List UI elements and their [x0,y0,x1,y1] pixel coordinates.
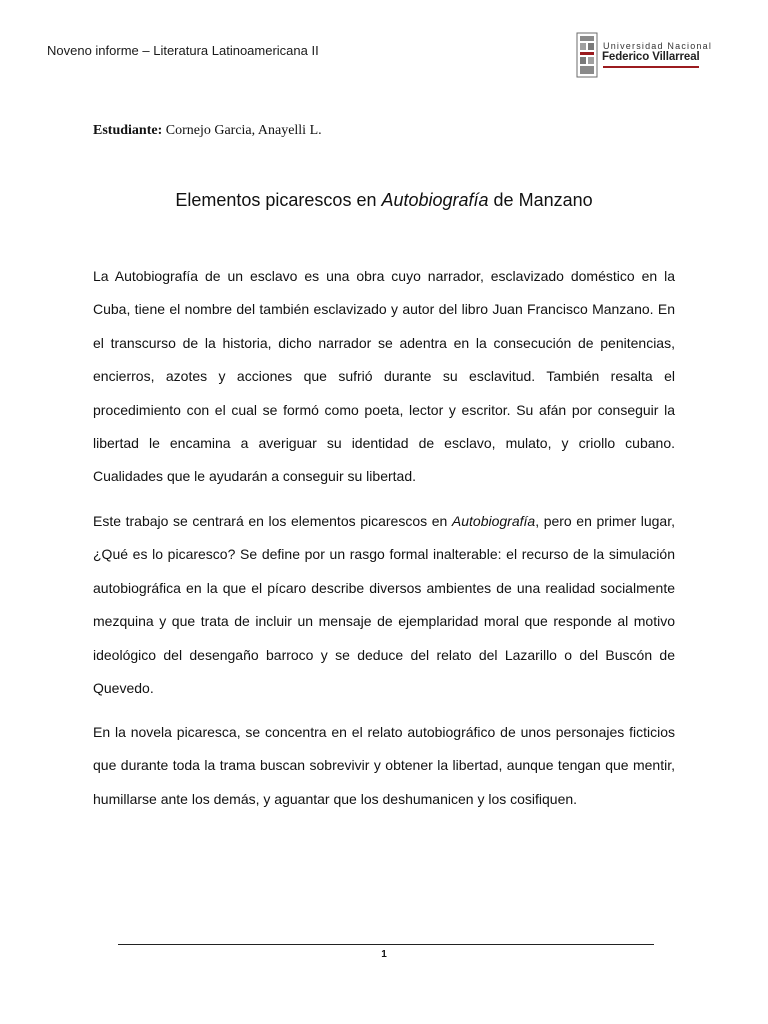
footer-rule [118,944,654,945]
title-text-before: Elementos picarescos en [175,190,382,210]
paragraph-2 [93,505,675,705]
paragraph-2-after: , pero en primer lugar, ¿Qué es lo picaresco? Se define por un rasgo formal inalterable: el recurso de la simulación autobiográfica en la que el pícaro describe diversos ambientes de una realidad socialmente mezquina y que trata de incluir un mensaje de ejemplaridad moral que responde al motivo ideológico del desengaño barroco y se deduce del relato del Lazarillo o del Buscón de Quevedo. [93,513,675,697]
student-line [93,123,322,139]
university-crest-icon [576,32,598,78]
student-label: Estudiante: [93,123,163,138]
running-header: Noveno informe – Literatura Latinoamericana II [47,43,319,58]
page-number: 1 [381,949,387,960]
paragraph-1: La Autobiografía de un esclavo es una obra cuyo narrador, esclavizado doméstico en la Cuba, tiene el nombre del también esclavizado y autor del libro Juan Francisco Manzano. En el transcurso de la historia, dicho narrador se adentra en la consecución de penitencias, encierros, azotes y acciones que sufrió durante su esclavitud. También resalta el procedimiento con el cual se formó como poeta, lector y escritor. Su afán por conseguir la libertad le encamina a averiguar su identidad de esclavo, mulato, y criollo cubano. Cualidades que le ayudarán a conseguir su libertad. [93,268,675,485]
logo-accent-rule [603,66,699,68]
university-logo [576,32,713,78]
paragraph-2-italic: Autobiografía [451,513,536,529]
paragraph-2-before: Este trabajo se centrará en los elementos picarescos en [93,513,452,529]
document-title [0,190,768,211]
logo-university-line: Universidad Nacional [603,41,713,51]
title-text-italic: Autobiografía [381,190,489,210]
student-name: Cornejo Garcia, Anayelli L. [165,123,322,138]
title-text-after: de Manzano [488,190,593,210]
logo-name-line: Federico Villarreal [602,51,700,63]
paragraph-3: En la novela picaresca, se concentra en el relato autobiográfico de unos personajes ficticios que durante toda la trama buscan sobrevivir y obtener la libertad, aunque tengan que mentir, humillarse ante los demás, y aguantar que los deshumanicen y los cosifiquen. [93,724,675,807]
